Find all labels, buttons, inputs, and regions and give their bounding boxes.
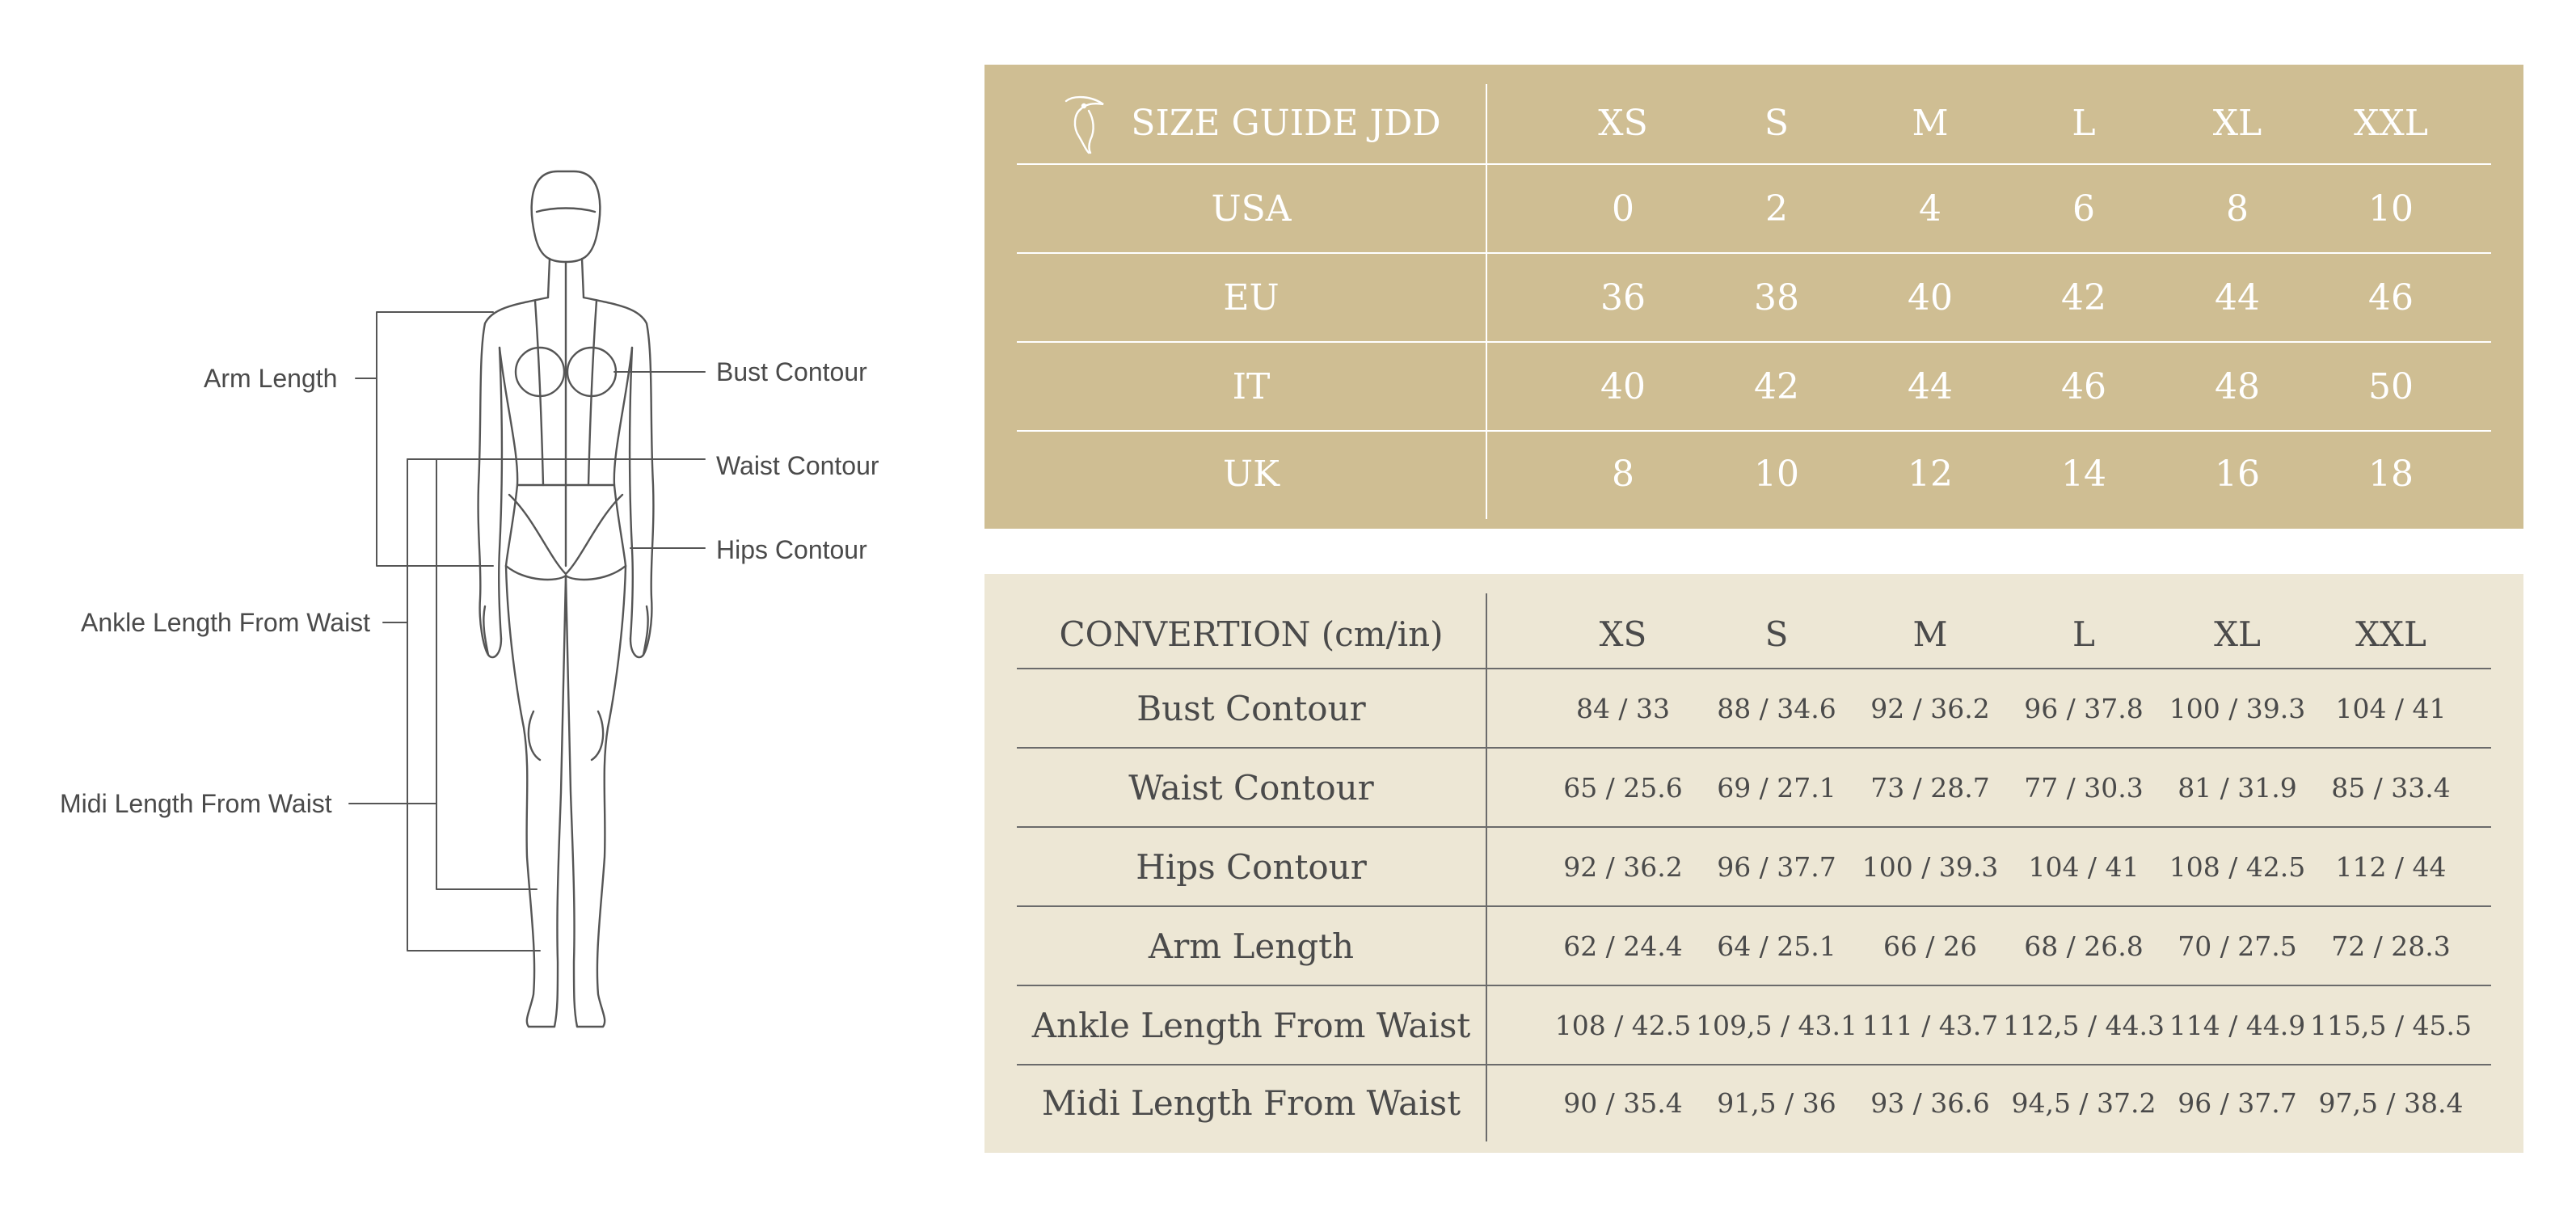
table-cell: 6 bbox=[2072, 188, 2095, 230]
table-header-row bbox=[1017, 84, 2491, 162]
table-cell: 64 / 25.1 bbox=[1717, 930, 1836, 962]
hips-contour-label: Hips Contour bbox=[716, 535, 867, 564]
table-row bbox=[1017, 749, 2491, 826]
table-cell: 92 / 36.2 bbox=[1870, 692, 1990, 724]
table-cell: 91,5 / 36 bbox=[1717, 1087, 1836, 1119]
table-cell: 18 bbox=[2368, 453, 2414, 495]
table-cell: 77 / 30.3 bbox=[2024, 771, 2144, 804]
row-label: IT bbox=[1232, 365, 1271, 407]
table-row bbox=[1017, 907, 2491, 985]
table-cell: 104 / 41 bbox=[2335, 692, 2447, 724]
table-cell: 100 / 39.3 bbox=[1861, 850, 1999, 883]
table-cell: 69 / 27.1 bbox=[1717, 771, 1836, 804]
body-measurement-figure bbox=[0, 0, 938, 1211]
table-cell: 40 bbox=[1600, 365, 1646, 407]
table-cell: 66 / 26 bbox=[1882, 930, 1978, 962]
table-cell: 16 bbox=[2215, 453, 2260, 495]
table-cell: 42 bbox=[2061, 276, 2106, 319]
table-cell: 96 / 37.7 bbox=[1717, 850, 1836, 883]
table-cell: 65 / 25.6 bbox=[1563, 771, 1683, 804]
table-cell: 96 / 37.8 bbox=[2024, 692, 2144, 724]
table-cell: 14 bbox=[2061, 453, 2106, 495]
size-header-xl: XL bbox=[2212, 102, 2262, 144]
table-cell: 62 / 24.4 bbox=[1563, 930, 1683, 962]
table-cell: 68 / 26.8 bbox=[2024, 930, 2144, 962]
table-row bbox=[1017, 432, 2491, 516]
table-row bbox=[1017, 986, 2491, 1064]
row-label: EU bbox=[1223, 276, 1280, 319]
table-cell: 40 bbox=[1908, 276, 1953, 319]
size-header-xxl: XXL bbox=[2355, 614, 2426, 654]
table-cell: 12 bbox=[1908, 453, 1953, 495]
table-cell: 38 bbox=[1754, 276, 1799, 319]
size-header-m: M bbox=[1912, 102, 1949, 144]
table-cell: 48 bbox=[2215, 365, 2260, 407]
table-cell: 112,5 / 44.3 bbox=[2002, 1009, 2165, 1041]
table-cell: 108 / 42.5 bbox=[1554, 1009, 1692, 1041]
table-cell: 88 / 34.6 bbox=[1717, 692, 1836, 724]
table-cell: 94,5 / 37.2 bbox=[2011, 1087, 2157, 1119]
row-label: UK bbox=[1223, 453, 1280, 495]
row-label: Arm Length bbox=[1148, 926, 1355, 966]
table-cell: 44 bbox=[2215, 276, 2260, 319]
size-header-l: L bbox=[2072, 102, 2096, 144]
table-row bbox=[1017, 165, 2491, 252]
table-cell: 44 bbox=[1908, 365, 1953, 407]
toucan-icon bbox=[1061, 91, 1110, 154]
table-cell: 8 bbox=[2226, 188, 2249, 230]
table-cell: 112 / 44 bbox=[2335, 850, 2447, 883]
table-cell: 70 / 27.5 bbox=[2178, 930, 2297, 962]
table-cell: 42 bbox=[1754, 365, 1799, 407]
waist-contour-label: Waist Contour bbox=[716, 451, 879, 480]
mannequin-diagram bbox=[0, 0, 938, 1211]
table-cell: 4 bbox=[1919, 188, 1941, 230]
row-label: Ankle Length From Waist bbox=[1031, 1005, 1471, 1045]
row-label: Bust Contour bbox=[1136, 688, 1366, 728]
table-cell: 81 / 31.9 bbox=[2178, 771, 2297, 804]
bust-contour-label: Bust Contour bbox=[716, 357, 867, 386]
table-cell: 90 / 35.4 bbox=[1563, 1087, 1683, 1119]
table-cell: 96 / 37.7 bbox=[2178, 1087, 2297, 1119]
size-header-xs: XS bbox=[1599, 614, 1647, 654]
midi-length-label: Midi Length From Waist bbox=[60, 789, 332, 818]
size-header-xxl: XXL bbox=[2354, 102, 2428, 144]
row-label: USA bbox=[1211, 188, 1292, 230]
convertion-table bbox=[984, 574, 2523, 1153]
table-cell: 46 bbox=[2061, 365, 2106, 407]
table-cell: 115,5 / 45.5 bbox=[2309, 1009, 2473, 1041]
size-header-xs: XS bbox=[1598, 102, 1648, 144]
table-cell: 97,5 / 38.4 bbox=[2318, 1087, 2464, 1119]
table-cell: 114 / 44.9 bbox=[2169, 1009, 2306, 1041]
table-cell: 84 / 33 bbox=[1575, 692, 1671, 724]
row-label: Midi Length From Waist bbox=[1041, 1082, 1461, 1123]
table-header-row bbox=[1017, 593, 2491, 674]
table-row bbox=[1017, 343, 2491, 430]
table-row bbox=[1017, 254, 2491, 341]
table-cell: 111 / 43.7 bbox=[1861, 1009, 1999, 1041]
table-cell: 104 / 41 bbox=[2028, 850, 2140, 883]
arm-length-label: Arm Length bbox=[204, 364, 338, 393]
table-row bbox=[1017, 1065, 2491, 1140]
size-header-xl: XL bbox=[2214, 614, 2261, 654]
table-cell: 92 / 36.2 bbox=[1563, 850, 1683, 883]
table-cell: 8 bbox=[1612, 453, 1634, 495]
table-cell: 10 bbox=[2368, 188, 2414, 230]
row-label: Waist Contour bbox=[1128, 767, 1374, 808]
row-label: Hips Contour bbox=[1136, 846, 1367, 887]
table-cell: 0 bbox=[1612, 188, 1634, 230]
size-header-s: S bbox=[1764, 614, 1789, 654]
table-cell: 46 bbox=[2368, 276, 2414, 319]
table-cell: 100 / 39.3 bbox=[2169, 692, 2306, 724]
size-guide-title-cell bbox=[1017, 84, 1486, 162]
table-cell: 108 / 42.5 bbox=[2169, 850, 2306, 883]
table-cell: 36 bbox=[1600, 276, 1646, 319]
convertion-title: CONVERTION (cm/in) bbox=[1059, 614, 1444, 654]
table-cell: 93 / 36.6 bbox=[1870, 1087, 1990, 1119]
size-header-m: M bbox=[1912, 614, 1948, 654]
size-guide-table bbox=[984, 65, 2523, 529]
table-cell: 50 bbox=[2368, 365, 2414, 407]
size-header-l: L bbox=[2072, 614, 2095, 654]
table-cell: 73 / 28.7 bbox=[1870, 771, 1990, 804]
size-header-s: S bbox=[1764, 102, 1790, 144]
table-cell: 72 / 28.3 bbox=[2331, 930, 2451, 962]
table-cell: 109,5 / 43.1 bbox=[1695, 1009, 1858, 1041]
table-row bbox=[1017, 669, 2491, 747]
ankle-length-label: Ankle Length From Waist bbox=[81, 608, 371, 637]
table-cell: 85 / 33.4 bbox=[2331, 771, 2451, 804]
table-row bbox=[1017, 828, 2491, 905]
table-cell: 10 bbox=[1754, 453, 1799, 495]
table-cell: 2 bbox=[1765, 188, 1788, 230]
size-guide-title: SIZE GUIDE JDD bbox=[1131, 102, 1441, 144]
